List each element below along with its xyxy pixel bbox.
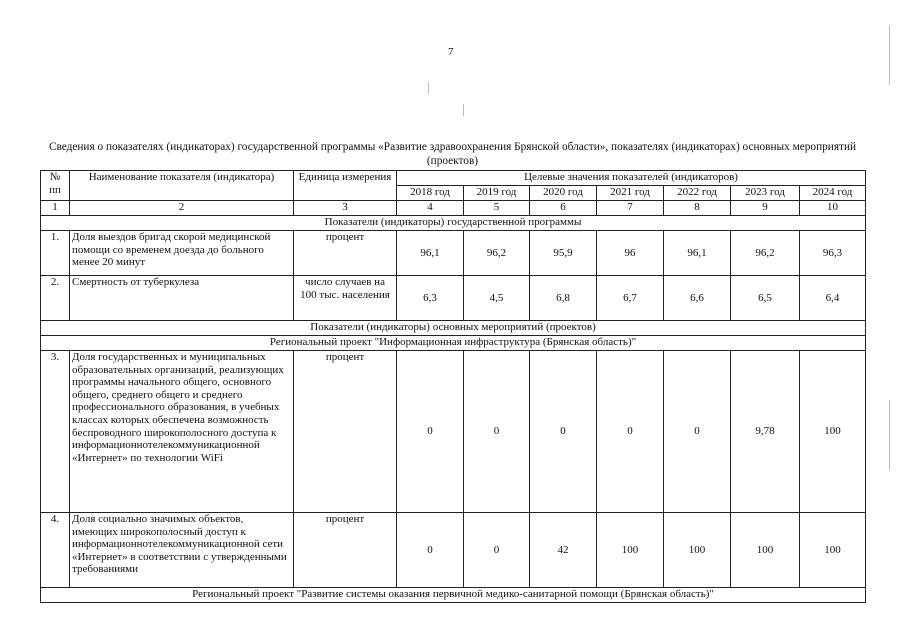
header-year: 2024 год: [800, 186, 866, 201]
header-num: № пп: [41, 171, 70, 201]
header-year: 2020 год: [530, 186, 597, 201]
value-cell: 4,5: [464, 276, 530, 321]
row-number: 1.: [41, 231, 70, 276]
value-cell: 100: [664, 513, 731, 588]
indicator-unit: процент: [294, 351, 397, 513]
indicator-name: Доля государственных и муниципальных образовательных организаций, реализующих программы начального общего, основного общего, среднего общего и среднего профессионального образования, в учебных классах которых обеспечена возможность беспроводного широкополосного доступа к информационнотелекоммуникационной «Интернет» по технологии WiFi: [70, 351, 294, 513]
section-row: [41, 216, 866, 231]
table-row: [41, 231, 866, 276]
indicator-name: Смертность от туберкулеза: [70, 276, 294, 321]
scan-artifact: [428, 82, 429, 94]
indicator-unit: процент: [294, 231, 397, 276]
page-number: 7: [448, 46, 454, 58]
scan-artifact: [463, 104, 464, 116]
indicator-name: Доля социально значимых объектов, имеющих широкополосный доступ к информационнотелекоммуникационной сети «Интернет» в соответствии с утвержденными требованиями: [70, 513, 294, 588]
header-row: [41, 171, 866, 186]
value-cell: 100: [800, 513, 866, 588]
value-cell: 6,5: [731, 276, 800, 321]
indicator-name: Доля выездов бригад скорой медицинской помощи со временем доезда до больного менее 20 минут: [70, 231, 294, 276]
value-cell: 96,2: [731, 231, 800, 276]
value-cell: 6,3: [397, 276, 464, 321]
value-cell: 6,7: [597, 276, 664, 321]
value-cell: 9,78: [731, 351, 800, 513]
value-cell: 0: [397, 351, 464, 513]
value-cell: 6,4: [800, 276, 866, 321]
value-cell: 95,9: [530, 231, 597, 276]
column-number: 5: [464, 201, 530, 216]
value-cell: 96,1: [397, 231, 464, 276]
header-targets: Целевые значения показателей (индикаторов): [397, 171, 866, 186]
value-cell: 0: [464, 351, 530, 513]
section-program-indicators: Показатели (индикаторы) государственной программы: [41, 216, 866, 231]
row-number: 2.: [41, 276, 70, 321]
header-year: 2023 год: [731, 186, 800, 201]
section-project-primary-care: Региональный проект "Развитие системы оказания первичной медико-санитарной помощи (Брянская область)": [41, 588, 866, 603]
value-cell: 6,6: [664, 276, 731, 321]
indicators-table: [40, 170, 866, 603]
section-row: [41, 588, 866, 603]
column-number: 6: [530, 201, 597, 216]
value-cell: 100: [800, 351, 866, 513]
scan-artifact: [889, 25, 890, 85]
column-number: 2: [70, 201, 294, 216]
indicator-unit: процент: [294, 513, 397, 588]
column-number: 4: [397, 201, 464, 216]
header-unit: Единица измерения: [294, 171, 397, 201]
value-cell: 0: [664, 351, 731, 513]
value-cell: 96,1: [664, 231, 731, 276]
value-cell: 100: [731, 513, 800, 588]
indicator-unit: число случаев на 100 тыс. населения: [294, 276, 397, 321]
column-number: 8: [664, 201, 731, 216]
table-row: [41, 351, 866, 513]
value-cell: 0: [530, 351, 597, 513]
column-number: 9: [731, 201, 800, 216]
section-main-events: Показатели (индикаторы) основных мероприятий (проектов): [41, 321, 866, 336]
section-row: [41, 321, 866, 336]
header-name: Наименование показателя (индикатора): [70, 171, 294, 201]
value-cell: 96,2: [464, 231, 530, 276]
header-year: 2021 год: [597, 186, 664, 201]
row-number: 3.: [41, 351, 70, 513]
value-cell: 96: [597, 231, 664, 276]
value-cell: 0: [464, 513, 530, 588]
section-row: [41, 336, 866, 351]
value-cell: 42: [530, 513, 597, 588]
value-cell: 100: [597, 513, 664, 588]
column-number: 3: [294, 201, 397, 216]
column-numbers-row: [41, 201, 866, 216]
scan-artifact: [889, 400, 890, 470]
header-year: 2022 год: [664, 186, 731, 201]
header-year: 2019 год: [464, 186, 530, 201]
document-title: Сведения о показателях (индикаторах) государственной программы «Развитие здравоохранения Брянской области», показателях (индикаторах) основных мероприятий (проектов): [48, 141, 857, 167]
header-year: 2018 год: [397, 186, 464, 201]
column-number: 7: [597, 201, 664, 216]
column-number: 10: [800, 201, 866, 216]
row-number: 4.: [41, 513, 70, 588]
table-row: [41, 513, 866, 588]
section-project-info-infrastructure: Региональный проект "Информационная инфраструктура (Брянская область)": [41, 336, 866, 351]
value-cell: 0: [397, 513, 464, 588]
column-number: 1: [41, 201, 70, 216]
table-row: [41, 276, 866, 321]
value-cell: 0: [597, 351, 664, 513]
value-cell: 6,8: [530, 276, 597, 321]
value-cell: 96,3: [800, 231, 866, 276]
